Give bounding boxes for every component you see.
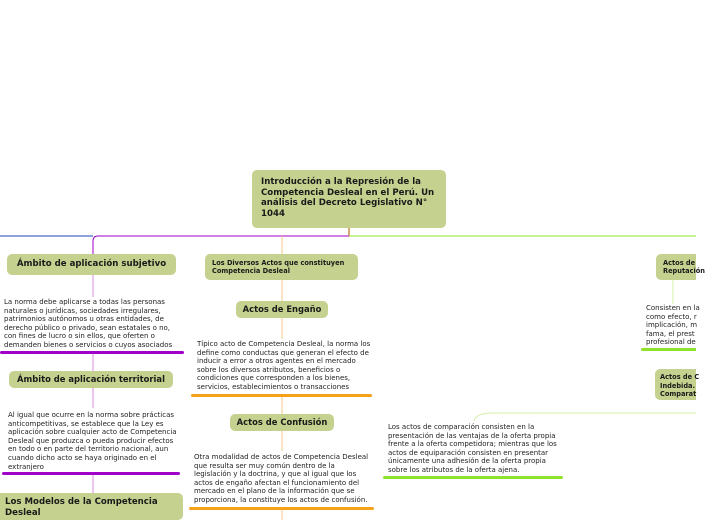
comparison-branch-line	[474, 413, 696, 421]
topic-subjective-scope-title: Ámbito de aplicación subjetivo	[16, 259, 167, 269]
deceit-acts-text: Típico acto de Competencia Desleal, la norma los define como conductas que generan el efecto de inducir a error a otros agentes en el mercado sobre los diversos atributos, beneficios o condiciones que corresponden a los bienes, servicios, establecimientos o transacciones	[197, 340, 371, 391]
deceit-acts-underline	[191, 394, 372, 397]
topic-subjective-scope[interactable]	[7, 254, 176, 275]
topic-deceit-acts-title: Actos de Engaño	[242, 304, 322, 314]
topic-unfair-acts-title: Los Diversos Actos que constituyen Competencia Desleal	[212, 259, 345, 276]
subjective-scope-underline	[0, 351, 184, 354]
reputation-text-line1: Consisten en la	[646, 304, 700, 312]
topic-comparison-acts-title-line3: Comparat	[660, 390, 697, 399]
topic-confusion-acts[interactable]	[230, 414, 334, 431]
confusion-acts-text: Otra modalidad de actos de Competencia Desleal que resulta ser muy común dentro de la legislación y la doctrina, y que al igual que los actos de engaño afectan el funcionamiento del mercado en el plano de la información que se proporciona, la constituye los actos de confusión.	[194, 453, 369, 504]
topic-territorial-scope[interactable]	[9, 371, 173, 388]
reputation-text-line3: implicación, m	[646, 321, 698, 330]
comparison-acts-text: Los actos de comparación consisten en la presentación de las ventajas de la oferta propia frente a la oferta competidora; mientras que los actos de equiparación consisten en presentar únicamente una adhesión de la oferta propia sobre los atributos de la oferta ajena.	[388, 423, 557, 474]
root-topic[interactable]	[252, 170, 446, 228]
subjective-scope-text: La norma debe aplicarse a todas las personas naturales o jurídicas, sociedades irregulares, patrimonios autónomos u otras entidades, de derecho público o privado, sean estatales o no, con fines de lucro o sin ellos, que oferten o demanden bienes o servicios o cuyos asociados	[4, 298, 173, 349]
reputation-text-line2: como efecto, r	[646, 312, 697, 321]
topic-competition-models-title: Los Modelos de la Competencia Desleal	[5, 497, 158, 518]
reputation-acts-text	[646, 304, 700, 347]
topic-comparison-acts-title-line2: Indebida.	[660, 381, 695, 390]
topic-confusion-acts-title: Actos de Confusión	[236, 417, 328, 427]
confusion-acts-underline	[189, 507, 374, 510]
topic-deceit-acts[interactable]	[236, 301, 328, 318]
reputation-text-line5: profesional de	[646, 338, 696, 347]
topic-territorial-scope-title: Ámbito de aplicación territorial	[17, 374, 165, 384]
reputation-text-line4: fama, el prest	[646, 329, 695, 338]
topic-unfair-acts[interactable]	[205, 254, 358, 280]
comparison-acts-underline	[383, 476, 563, 479]
reputation-acts-underline	[641, 348, 696, 351]
topic-reputation-acts-title-line2: Reputación	[663, 267, 705, 276]
root-topic-title: Introducción a la Represión de la Competencia Desleal en el Perú. Un análisis del Decreto Legislativo N° 1044	[261, 177, 435, 219]
topic-reputation-acts[interactable]	[656, 254, 705, 280]
territorial-scope-text: Al igual que ocurre en la norma sobre prácticas anticompetitivas, se establece que la Ley es aplicación sobre cualquier acto de Competencia Desleal que produzca o pueda producir efectos en todo o en parte del territorio nacional, aun cuando dicho acto se haya originado en el extranjero	[8, 411, 177, 471]
topic-competition-models[interactable]	[0, 493, 183, 520]
left-branch-line	[93, 236, 349, 254]
topic-reputation-acts-title-line1: Actos de	[663, 259, 696, 267]
topic-comparison-acts-title-line1: Actos de C	[660, 373, 700, 381]
topic-comparison-acts[interactable]	[655, 369, 700, 400]
territorial-scope-underline	[2, 472, 180, 475]
